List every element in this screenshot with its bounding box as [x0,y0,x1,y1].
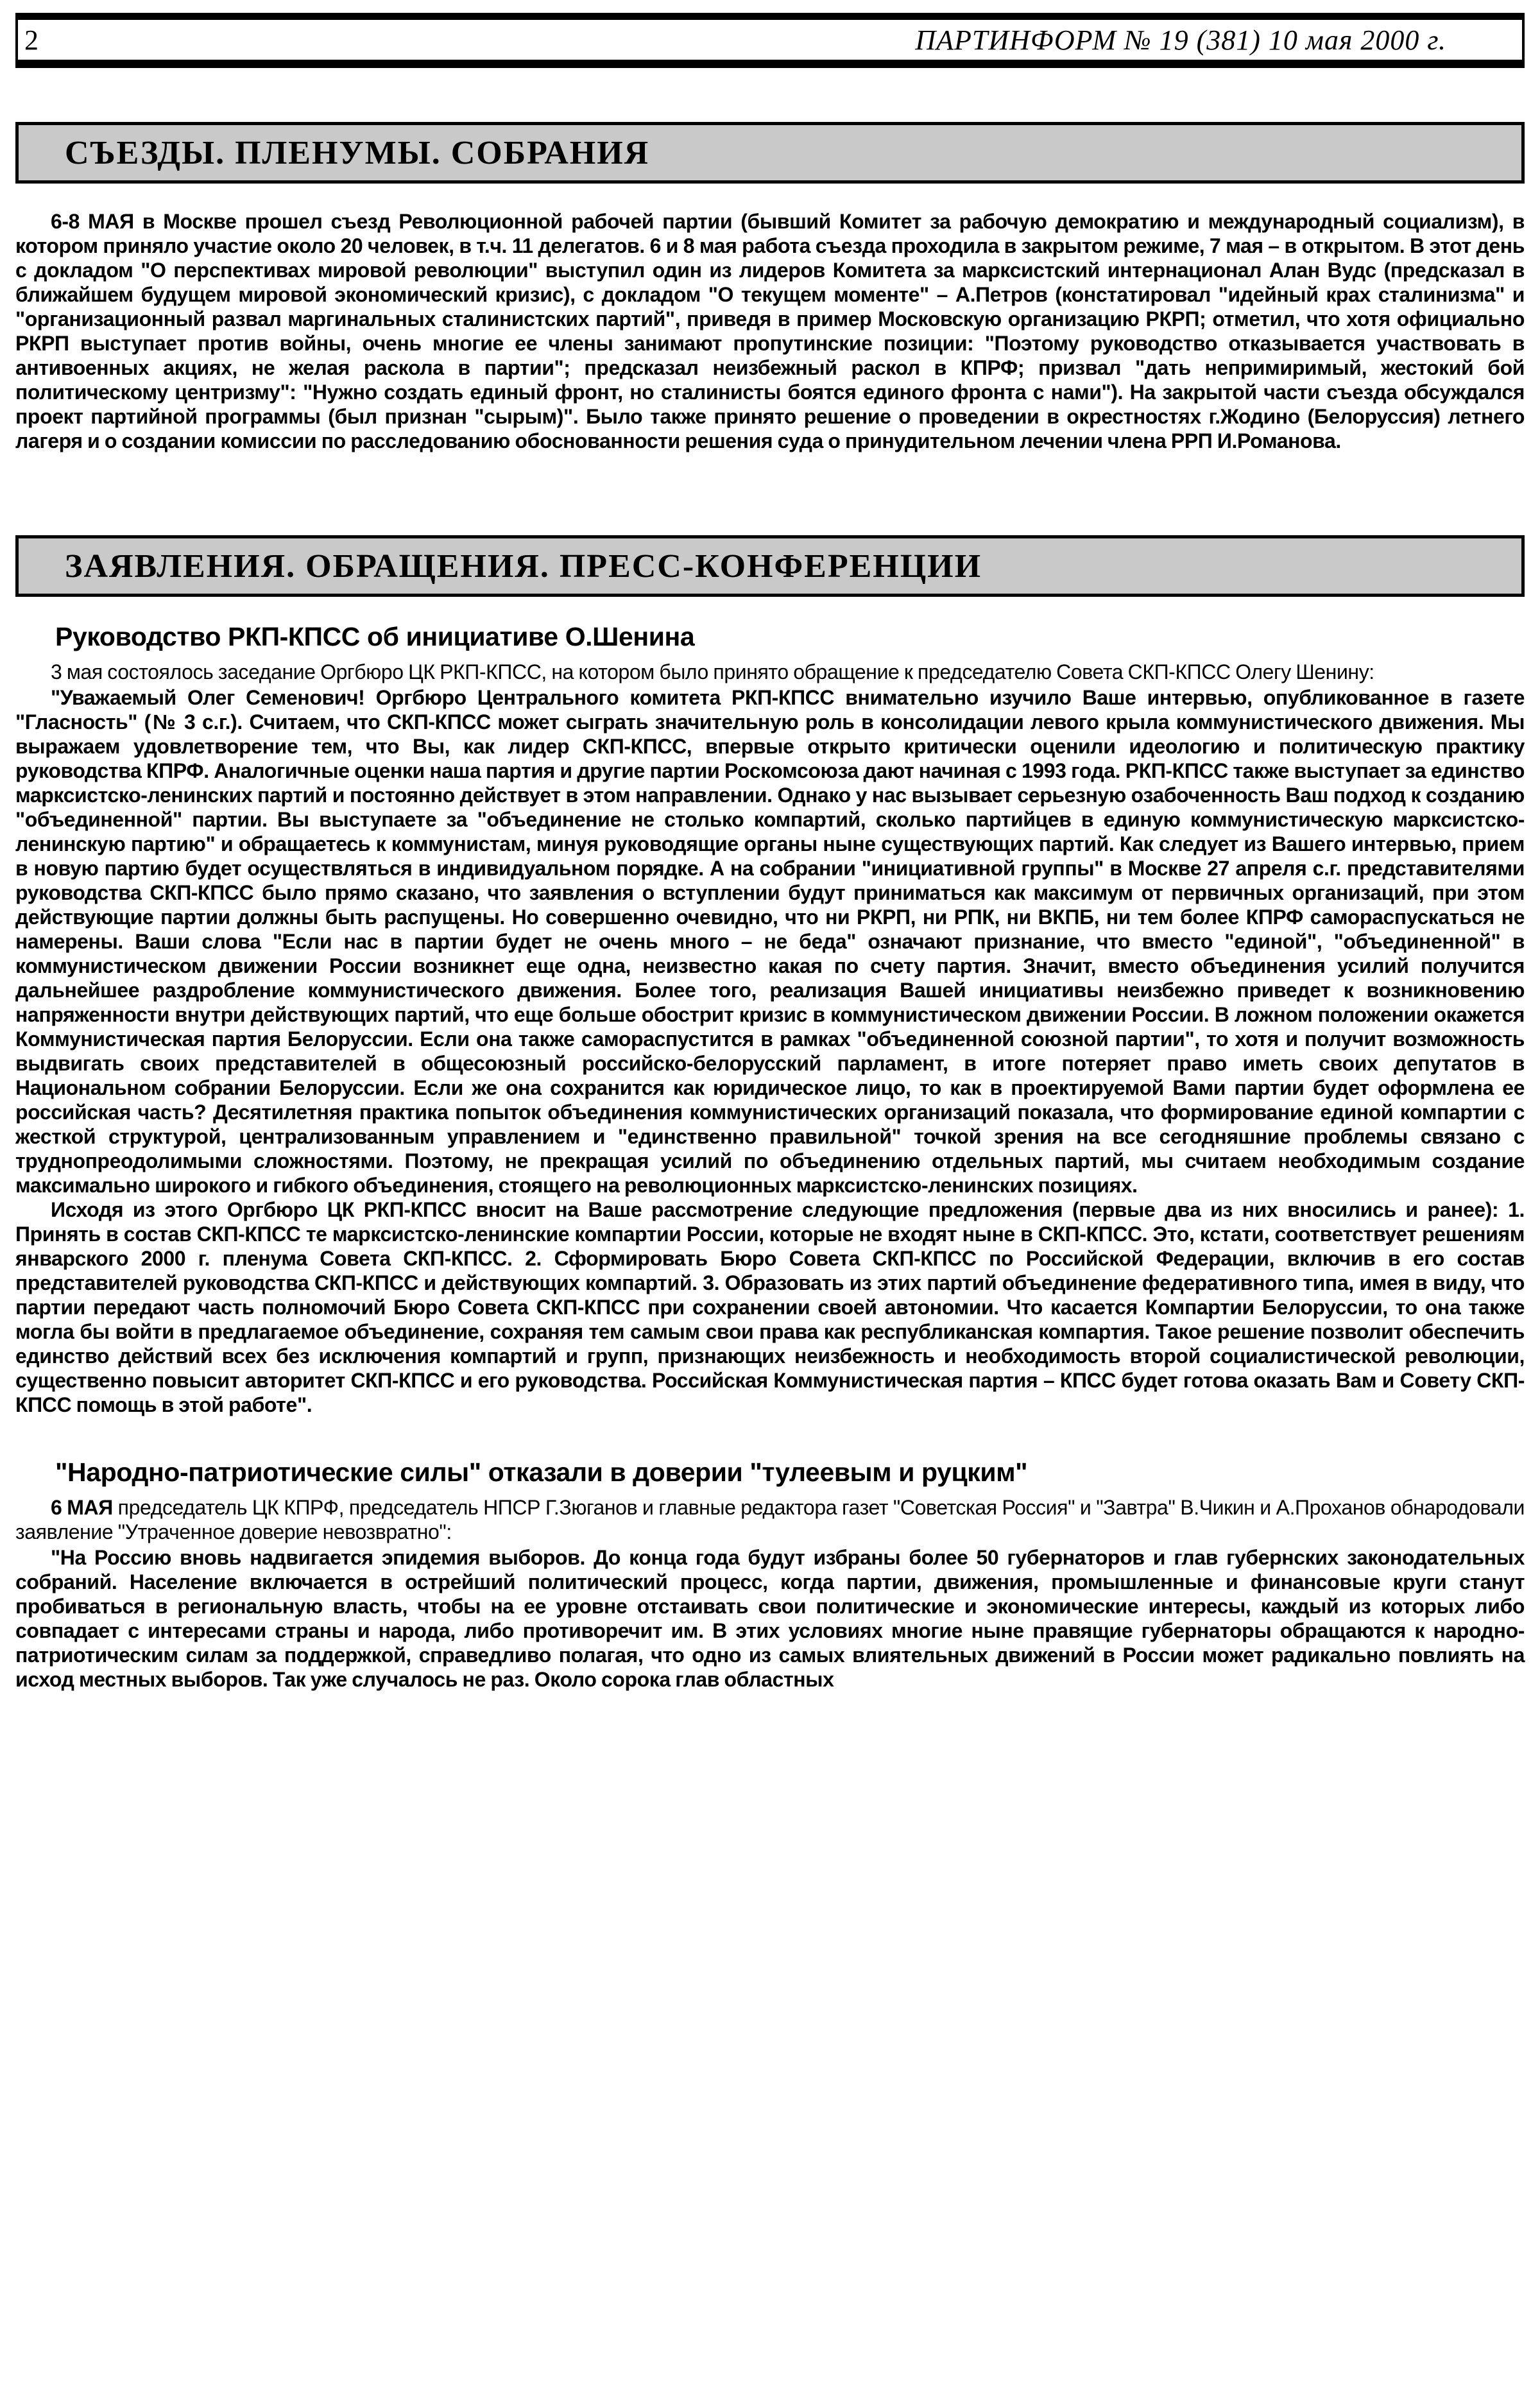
page-number: 2 [24,24,38,56]
journal-title: ПАРТИНФОРМ № 19 (381) 10 мая 2000 г. [915,24,1446,56]
npsr-intro-date: 6 МАЯ [51,1496,113,1519]
running-header [15,13,1525,68]
npsr-statement-body: "На Россию вновь надвигается эпидемия выборов. До конца года будут избраны более 50 губернаторов и глав губернских законодательных собраний. Население включается в острейший политический процесс, когда партии, движения, промышленные и финансовые круги станут пробиваться в региональную власть, чтобы на ее уровне отстаивать свои политические и экономические интересы, каждый из которых либо совпадает с интересами страны и народа, либо противоречит им. В этих условиях многие ныне правящие губернаторы обращаются к народно-патриотическим силам за поддержкой, справедливо полагая, что одно из самых влиятельных движений в России может радикально повлиять на исход местных выборов. Так уже случалось не раз. Около сорока глав областных [15,1546,1525,1691]
shenin-article-intro: 3 мая состоялось заседание Оргбюро ЦК РКП-КПСС, на котором было принято обращение к председателю Совета СКП-КПСС Олегу Шенину: [51,660,1374,683]
section-title-statements: ЗАЯВЛЕНИЯ. ОБРАЩЕНИЯ. ПРЕСС-КОНФЕРЕНЦИИ [65,547,982,585]
shenin-article-intro-block [15,660,1525,684]
shenin-letter [15,685,1525,1417]
section-banner-statements [15,535,1525,597]
shenin-letter-paragraph-2: Исходя из этого Оргбюро ЦК РКП-КПСС вносит на Ваше рассмотрение следующие предложения (первые два из них вносились и ранее): 1. Принять в состав СКП-КПСС те марксистско-ленинские компартии России, которые не входят ныне в СКП-КПСС. Это, кстати, соответствует решениям январского 2000 г. пленума Совета СКП-КПСС. 2. Сформировать Бюро Совета СКП-КПСС по Российской Федерации, включив в его состав представителей руководства СКП-КПСС и действующих компартий. 3. Образовать из этих партий объединение федеративного типа, имея в виду, что партии передают часть полномочий Бюро Совета СКП-КПСС при сохранении своей автономии. Что касается Компартии Белоруссии, то она также могла бы войти в предлагаемое объединение, сохраняя тем самым свои права как республиканская компартия. Такое решение позволит обеспечить единство действий всех без исключения компартий и групп, признающих неизбежность и необходимость второй социалистической революции, существенно повысит авторитет СКП-КПСС и его руководства. Российская Коммунистическая партия – КПСС будет готова оказать Вам и Совету СКП-КПСС помощь в этой работе". [15,1198,1525,1416]
congress-article [15,209,1525,453]
newsletter-page [0,13,1540,1692]
shenin-letter-paragraph-1: "Уважаемый Олег Семенович! Оргбюро Центрального комитета РКП-КПСС внимательно изучило Ваше интервью, опубликованное в газете "Гласность" (№ 3 с.г.). Считаем, что СКП-КПСС может сыграть значительную роль в консолидации левого крыла коммунистического движения. Мы выражаем удовлетворение тем, что Вы, как лидер СКП-КПСС, впервые открыто критически оценили идеологию и политическую практику руководства КПРФ. Аналогичные оценки наша партия и другие партии Роскомсоюза дают начиная с 1993 года. РКП-КПСС также выступает за единство марксистско-ленинских партий и постоянно действует в этом направлении. Однако у нас вызывает серьезную озабоченность Ваш подход к созданию "объединенной" партии. Вы выступаете за "объединение не столько компартий, сколько партийцев в единую коммунистическую марксистско-ленинскую партию" и обращаетесь к коммунистам, минуя руководящие органы ныне существующих партий. Как следует из Вашего интервью, прием в новую партию будет осуществляться в индивидуальном порядке. А на собрании "инициативной группы" в Москве 27 апреля с.г. представителями руководства СКП-КПСС было прямо сказано, что заявления о вступлении будут приниматься как максимум от первичных организаций, при этом действующие партии должны быть распущены. Но совершенно очевидно, что ни РКРП, ни РПК, ни ВКПБ, ни тем более КПРФ самораспускаться не намерены. Ваши слова "Если нас в партии будет не очень много – не беда" означают признание, что вместо "единой", "объединенной" в коммунистическом движении России возникнет еще одна, неизвестно какая по счету партия. Значит, вместо объединения усилий получится дальнейшее раздробление коммунистического движения. Более того, реализация Вашей инициативы неизбежно приведет к возникновению напряженности внутри действующих партий, что еще больше обострит кризис в коммунистическом движении России. В ложном положении окажется Коммунистическая партия Белоруссии. Если она также самораспустится в рамках "объединенной союзной партии", то хотя и получит возможность выдвигать своих представителей в общесоюзный российско-белорусский парламент, в итоге потеряет право иметь своих депутатов в Национальном собрании Белоруссии. Если же она сохранится как юридическое лицо, то как в проектируемой Вами партии будет оформлена ее российская часть? Десятилетняя практика попыток объединения коммунистических организаций показала, что формирование единой компартии с жесткой структурой, централизованным управлением и "единственно правильной" точкой зрения на все сегодняшние проблемы связано с труднопреодолимыми сложностями. Поэтому, не прекращая усилий по объединению отдельных партий, мы считаем необходимым создание максимально широкого и гибкого объединения, стоящего на революционных марксистско-ленинских позициях. [15,686,1525,1197]
section-title-congresses: СЪЕЗДЫ. ПЛЕНУМЫ. СОБРАНИЯ [65,134,650,171]
npsr-statement [15,1545,1525,1692]
section-banner-congresses [15,122,1525,184]
npsr-article-heading: "Народно-патриотические силы" отказали в доверии "тулеевым и руцким" [55,1457,1028,1487]
npsr-article-intro [15,1495,1525,1544]
congress-article-body: 6-8 МАЯ в Москве прошел съезд Революционной рабочей партии (бывший Комитет за рабочую демократию и международный социализм), в котором приняло участие около 20 человек, в т.ч. 11 делегатов. 6 и 8 мая работа съезда проходила в закрытом режиме, 7 мая – в открытом. В этот день с докладом "О перспективах мировой революции" выступил один из лидеров Комитета за марксистский интернационал Алан Вудс (предсказал в ближайшем будущем мировой экономический кризис), с докладом "О текущем моменте" – А.Петров (констатировал "идейный крах сталинизма" и "организационный развал маргинальных сталинистских партий", приведя в пример Московскую организацию РКРП; отметил, что хотя официально РКРП выступает против войны, очень многие ее члены занимают пропутинские позиции: "Поэтому руководство отказывается участвовать в антивоенных акциях, не желая раскола в партии"; предсказал неизбежный раскол в КПРФ; призвал "дать непримиримый, жестокий бой политическому центризму": "Нужно создать единый фронт, но сталинисты боятся единого фронта с нами"). На закрытой части съезда обсуждался проект партийной программы (был признан "сырым)". Было также принято решение о проведении в окрестностях г.Жодино (Белоруссия) летнего лагеря и о создании комиссии по расследованию обоснованности решения суда о принудительном лечении члена РРП И.Романова. [15,210,1525,452]
shenin-article-heading: Руководство РКП-КПСС об инициативе О.Шенина [55,622,695,651]
npsr-intro-text: председатель ЦК КПРФ, председатель НПСР Г.Зюганов и главные редактора газет "Советская Россия" и "Завтра" В.Чикин и А.Проханов обнародовали заявление "Утраченное доверие невозвратно": [15,1496,1525,1543]
npsr-article-intro-block [15,1495,1525,1544]
